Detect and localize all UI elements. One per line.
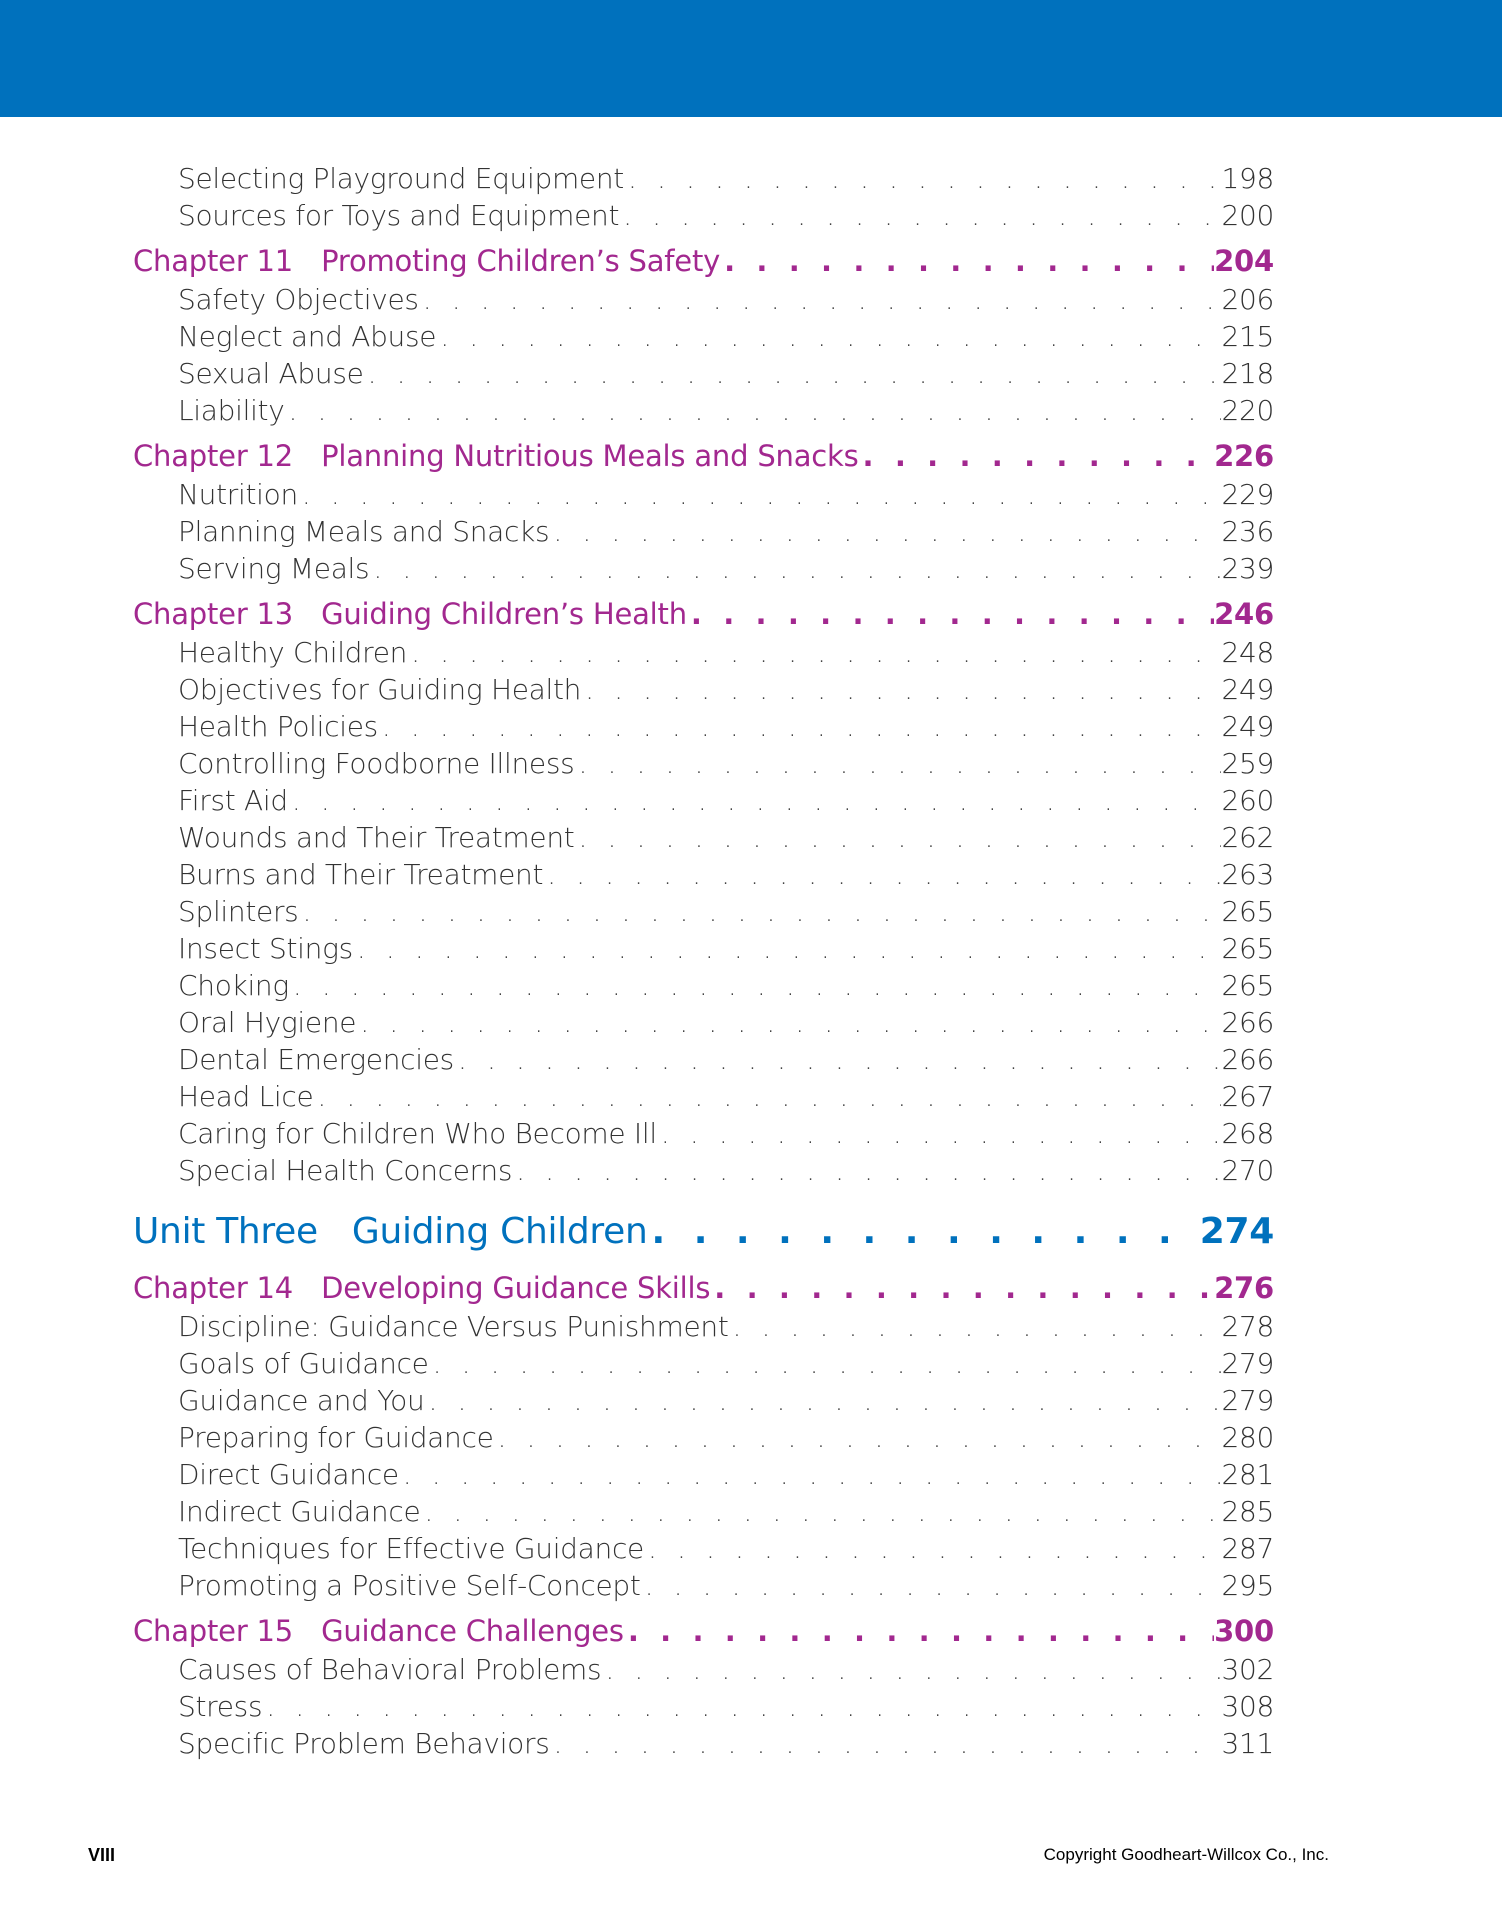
toc-section-row[interactable] <box>133 1345 1274 1382</box>
toc-section-row[interactable] <box>133 930 1274 967</box>
header-color-band <box>0 0 1502 117</box>
section-title: Insect Stings <box>178 932 353 965</box>
toc-section-row[interactable] <box>133 893 1274 930</box>
section-title: Direct Guidance <box>178 1458 399 1491</box>
dot-leader <box>436 318 1221 355</box>
toc-section-row[interactable] <box>133 513 1274 550</box>
section-page: 302 <box>1221 1653 1274 1686</box>
section-page: 249 <box>1221 710 1274 743</box>
section-title: Choking <box>178 969 289 1002</box>
dot-leader <box>619 197 1221 234</box>
dot-leader <box>859 436 1215 476</box>
dot-leader <box>549 513 1221 550</box>
section-title: Indirect Guidance <box>178 1495 421 1528</box>
dot-leader <box>550 1725 1222 1762</box>
dot-leader <box>364 355 1222 392</box>
toc-section-row[interactable] <box>133 355 1274 392</box>
chapter-page: 204 <box>1214 244 1274 278</box>
section-page: 249 <box>1221 673 1274 706</box>
dot-leader <box>512 1152 1221 1189</box>
section-page: 268 <box>1221 1117 1274 1150</box>
chapter-title: Guidance Challenges <box>321 1614 624 1648</box>
section-title: Preparing for Guidance <box>178 1421 494 1454</box>
toc-section-row[interactable] <box>133 1308 1274 1345</box>
toc-section-row[interactable] <box>133 819 1274 856</box>
section-title: Burns and Their Treatment <box>178 858 544 891</box>
section-page: 265 <box>1221 969 1274 1002</box>
section-page: 280 <box>1221 1421 1274 1454</box>
section-page: 311 <box>1221 1727 1274 1760</box>
section-page: 279 <box>1221 1347 1274 1380</box>
toc-section-row[interactable] <box>133 1078 1274 1115</box>
section-title: Discipline: Guidance Versus Punishment <box>178 1310 729 1343</box>
dot-leader <box>313 1078 1221 1115</box>
section-title: Selecting Playground Equipment <box>178 162 624 195</box>
toc-section-row[interactable] <box>133 1004 1274 1041</box>
unit-title: Guiding Children <box>351 1211 648 1252</box>
dot-leader <box>624 160 1221 197</box>
toc-section-row[interactable] <box>133 745 1274 782</box>
dot-leader <box>720 241 1214 281</box>
section-title: Stress <box>178 1690 263 1723</box>
dot-leader <box>298 476 1222 513</box>
section-title: Special Health Concerns <box>178 1154 513 1187</box>
toc-chapter-13[interactable] <box>133 594 1274 634</box>
dot-leader <box>657 1115 1222 1152</box>
dot-leader <box>543 856 1221 893</box>
dot-leader <box>644 1530 1221 1567</box>
section-title: Planning Meals and Snacks <box>178 515 550 548</box>
section-title: Sources for Toys and Equipment <box>178 199 620 232</box>
section-title: First Aid <box>178 784 288 817</box>
toc-section-row[interactable] <box>133 392 1274 429</box>
section-title: Nutrition <box>178 478 298 511</box>
toc-section-row[interactable] <box>133 476 1274 513</box>
dot-leader <box>601 1651 1221 1688</box>
section-page: 229 <box>1221 478 1274 511</box>
section-page: 215 <box>1221 320 1274 353</box>
section-page: 270 <box>1221 1154 1274 1187</box>
section-page: 259 <box>1221 747 1274 780</box>
section-page: 200 <box>1221 199 1274 232</box>
section-page: 218 <box>1221 357 1274 390</box>
dot-leader <box>289 967 1222 1004</box>
section-page: 287 <box>1221 1532 1274 1565</box>
section-page: 220 <box>1221 394 1274 427</box>
dot-leader <box>687 594 1214 634</box>
section-title: Serving Meals <box>178 552 370 585</box>
toc-section-row[interactable] <box>133 708 1274 745</box>
section-title: Wounds and Their Treatment <box>178 821 575 854</box>
chapter-page: 226 <box>1214 439 1274 473</box>
section-page: 236 <box>1221 515 1274 548</box>
section-title: Dental Emergencies <box>178 1043 454 1076</box>
section-title: Caring for Children Who Become Ill <box>178 1117 657 1150</box>
section-page: 206 <box>1221 283 1274 316</box>
dot-leader <box>494 1419 1222 1456</box>
section-page: 262 <box>1221 821 1274 854</box>
chapter-label: Chapter 14 <box>133 1271 294 1305</box>
chapter-title: Guiding Children’s Health <box>321 597 687 631</box>
section-title: Guidance and You <box>178 1384 425 1417</box>
dot-leader <box>424 1382 1221 1419</box>
toc-section-row[interactable] <box>133 197 1274 234</box>
toc-chapter-11[interactable] <box>133 241 1274 281</box>
chapter-label: Chapter 15 <box>133 1614 294 1648</box>
section-title: Techniques for Effective Guidance <box>178 1532 644 1565</box>
section-title: Safety Objectives <box>178 283 419 316</box>
toc-chapter-14[interactable] <box>133 1268 1274 1308</box>
toc-section-row[interactable] <box>133 1688 1274 1725</box>
chapter-title: Planning Nutritious Meals and Snacks <box>321 439 859 473</box>
chapter-title: Developing Guidance Skills <box>321 1271 711 1305</box>
section-title: Goals of Guidance <box>178 1347 429 1380</box>
section-title: Specific Problem Behaviors <box>178 1727 550 1760</box>
chapter-label: Chapter 11 <box>133 244 294 278</box>
section-page: 248 <box>1221 636 1274 669</box>
section-page: 278 <box>1221 1310 1274 1343</box>
dot-leader <box>729 1308 1222 1345</box>
toc-section-row[interactable] <box>133 1152 1274 1189</box>
dot-leader <box>399 1456 1222 1493</box>
dot-leader <box>378 708 1222 745</box>
section-title: Objectives for Guiding Health <box>178 673 582 706</box>
dot-leader <box>288 782 1222 819</box>
table-of-contents <box>133 160 1274 1762</box>
toc-section-row[interactable] <box>133 281 1274 318</box>
section-title: Controlling Foodborne Illness <box>178 747 575 780</box>
toc-chapter-15[interactable] <box>133 1611 1274 1651</box>
toc-section-row[interactable] <box>133 967 1274 1004</box>
chapter-label: Chapter 13 <box>133 597 294 631</box>
section-page: 295 <box>1221 1569 1274 1602</box>
dot-leader <box>624 1611 1214 1651</box>
chapter-label: Chapter 12 <box>133 439 294 473</box>
toc-section-row[interactable] <box>133 671 1274 708</box>
dot-leader <box>454 1041 1222 1078</box>
toc-section-row[interactable] <box>133 1041 1274 1078</box>
section-title: Causes of Behavioral Problems <box>178 1653 602 1686</box>
section-page: 279 <box>1221 1384 1274 1417</box>
dot-leader <box>429 1345 1222 1382</box>
dot-leader <box>407 634 1221 671</box>
chapter-page: 300 <box>1214 1614 1274 1648</box>
toc-section-row[interactable] <box>133 1567 1274 1604</box>
toc-section-row[interactable] <box>133 160 1274 197</box>
toc-section-row[interactable] <box>133 1530 1274 1567</box>
copyright-notice: Copyright Goodheart-Willcox Co., Inc. <box>1043 1845 1329 1864</box>
toc-section-row[interactable] <box>133 634 1274 671</box>
section-page: 265 <box>1221 932 1274 965</box>
toc-section-row[interactable] <box>133 856 1274 893</box>
section-title: Sexual Abuse <box>178 357 364 390</box>
section-title: Oral Hygiene <box>178 1006 357 1039</box>
toc-section-row[interactable] <box>133 1725 1274 1762</box>
dot-leader <box>298 893 1221 930</box>
toc-section-row[interactable] <box>133 1419 1274 1456</box>
dot-leader <box>353 930 1222 967</box>
section-title: Healthy Children <box>178 636 408 669</box>
toc-section-row[interactable] <box>133 1493 1274 1530</box>
dot-leader <box>262 1688 1221 1725</box>
section-title: Promoting a Positive Self-Concept <box>178 1569 641 1602</box>
section-page: 260 <box>1221 784 1274 817</box>
chapter-title: Promoting Children’s Safety <box>321 244 721 278</box>
dot-leader <box>574 819 1221 856</box>
section-page: 266 <box>1221 1043 1274 1076</box>
dot-leader <box>419 281 1222 318</box>
section-page: 308 <box>1221 1690 1274 1723</box>
toc-unit-three[interactable] <box>133 1203 1274 1261</box>
section-page: 285 <box>1221 1495 1274 1528</box>
unit-label: Unit Three <box>133 1211 318 1252</box>
section-page: 263 <box>1221 858 1274 891</box>
section-page: 198 <box>1221 162 1274 195</box>
section-page: 265 <box>1221 895 1274 928</box>
toc-section-row[interactable] <box>133 782 1274 819</box>
toc-section-row[interactable] <box>133 1115 1274 1152</box>
dot-leader <box>574 745 1221 782</box>
page-number: VIII <box>88 1845 116 1865</box>
unit-page: 274 <box>1199 1211 1274 1252</box>
dot-leader <box>641 1567 1222 1604</box>
toc-section-row[interactable] <box>133 1651 1274 1688</box>
toc-chapter-12[interactable] <box>133 436 1274 476</box>
section-page: 266 <box>1221 1006 1274 1039</box>
section-page: 267 <box>1221 1080 1274 1113</box>
section-title: Head Lice <box>178 1080 314 1113</box>
section-page: 239 <box>1221 552 1274 585</box>
dot-leader <box>285 392 1222 429</box>
toc-section-row[interactable] <box>133 550 1274 587</box>
section-title: Neglect and Abuse <box>178 320 437 353</box>
dot-leader <box>581 671 1221 708</box>
dot-leader <box>648 1203 1200 1261</box>
chapter-page: 276 <box>1214 1271 1274 1305</box>
toc-section-row[interactable] <box>133 1456 1274 1493</box>
section-title: Liability <box>178 394 285 427</box>
section-title: Splinters <box>178 895 299 928</box>
toc-section-row[interactable] <box>133 318 1274 355</box>
section-page: 281 <box>1221 1458 1274 1491</box>
dot-leader <box>369 550 1221 587</box>
dot-leader <box>420 1493 1221 1530</box>
dot-leader <box>710 1268 1214 1308</box>
dot-leader <box>356 1004 1221 1041</box>
section-title: Health Policies <box>178 710 378 743</box>
toc-section-row[interactable] <box>133 1382 1274 1419</box>
chapter-page: 246 <box>1214 597 1274 631</box>
